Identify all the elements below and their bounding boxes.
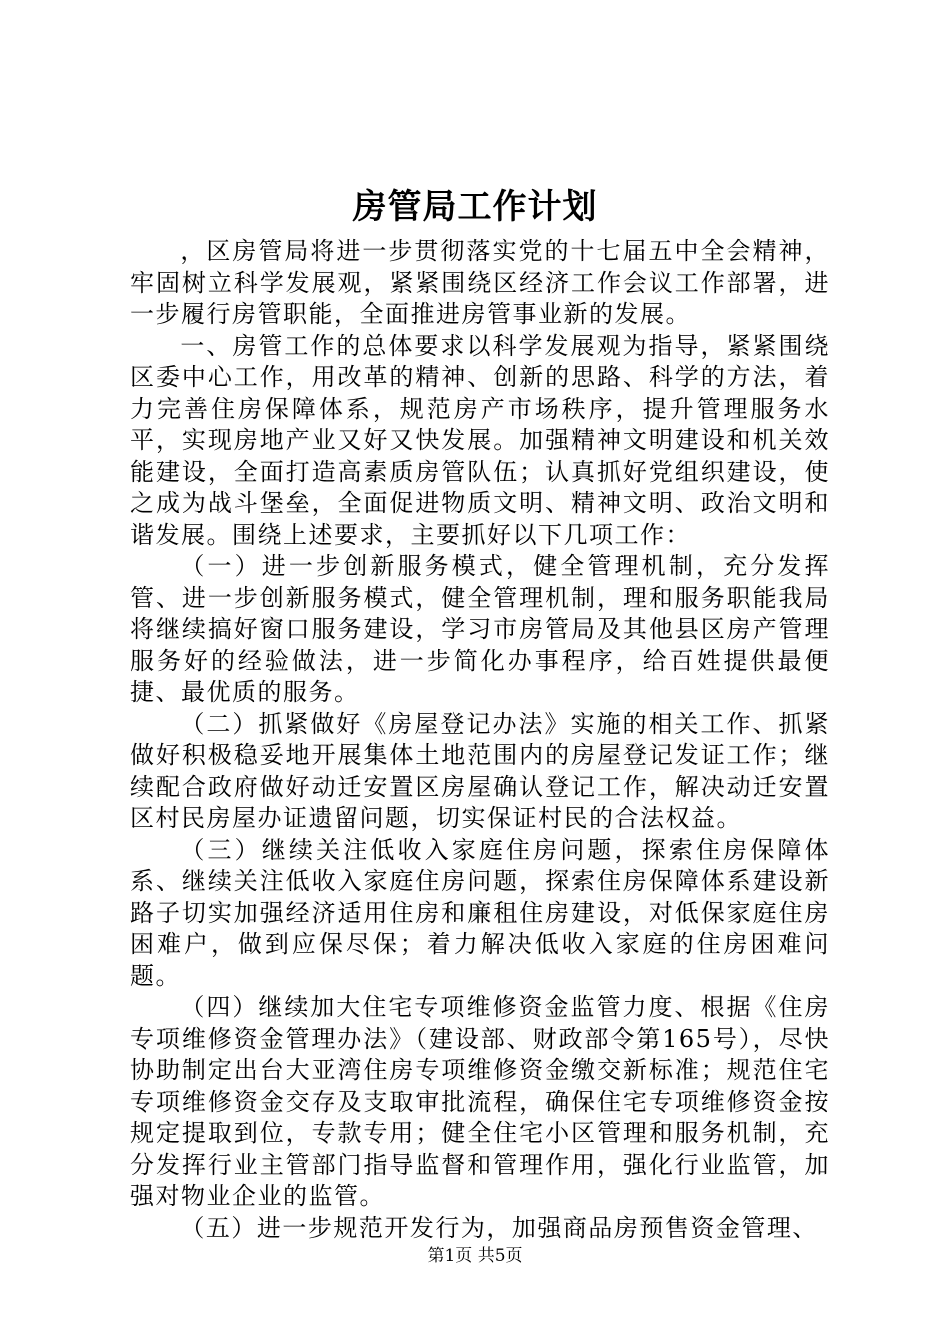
paragraph-item-1: （一）进一步创新服务模式，健全管理机制，充分发挥管、进一步创新服务模式，健全管理机制，理和服务职能我局将继续搞好窗口服务建设，学习市房管局及其他县区房产管理服务好的经验做法，进一步简化办事程序，给百姓提供最便捷、最优质的服务。 — [130, 552, 830, 706]
paragraph-item-3: （三）继续关注低收入家庭住房问题，探索住房保障体系、继续关注低收入家庭住房问题，探索住房保障体系建设新路子切实加强经济适用住房和廉租住房建设，对低保家庭住房困难户，做到应保尽保；着力解决低收入家庭的住房困难问题。 — [130, 835, 830, 990]
page-title: 房管局工作计划 — [352, 187, 598, 227]
paragraph-item-2: （二）抓紧做好《房屋登记办法》实施的相关工作、抓紧做好积极稳妥地开展集体土地范围内的房屋登记发证工作；继续配合政府做好动迁安置区房屋确认登记工作，解决动迁安置区村民房屋办证遗留问题，切实保证村民的合法权益。 — [130, 709, 830, 832]
paragraph-general-requirements: 一、房管工作的总体要求以科学发展观为指导，紧紧围绕区委中心工作，用改革的精神、创新的思路、科学的方法，着力完善住房保障体系，规范房产市场秩序，提升管理服务水平，实现房地产业又好又快发展。加强精神文明建设和机关效能建设，全面打造高素质房管队伍；认真抓好党组织建设，使之成为战斗堡垒，全面促进物质文明、精神文明、政治文明和谐发展。围绕上述要求，主要抓好以下几项工作： — [130, 331, 830, 549]
paragraph-item-5: （五）进一步规范开发行为，加强商品房预售资金管理、 — [180, 1213, 818, 1242]
page-number-footer: 第1页 共5页 — [427, 1246, 523, 1266]
paragraph-item-4: （四）继续加大住宅专项维修资金监管力度、根据《住房专项维修资金管理办法》（建设部、财政部令第165号），尽快协助制定出台大亚湾住房专项维修资金缴交新标准；规范住宅专项维修资金交存及支取审批流程，确保住宅专项维修资金按规定提取到位，专款专用；健全住宅小区管理和服务机制，充分发挥行业主管部门指导监督和管理作用，强化行业监管，加强对物业企业的监管。 — [130, 993, 830, 1210]
document-body — [130, 236, 830, 1244]
paragraph-intro: ，区房管局将进一步贯彻落实党的十七届五中全会精神，牢固树立科学发展观，紧紧围绕区经济工作会议工作部署，进一步履行房管职能，全面推进房管事业新的发展。 — [130, 237, 830, 328]
